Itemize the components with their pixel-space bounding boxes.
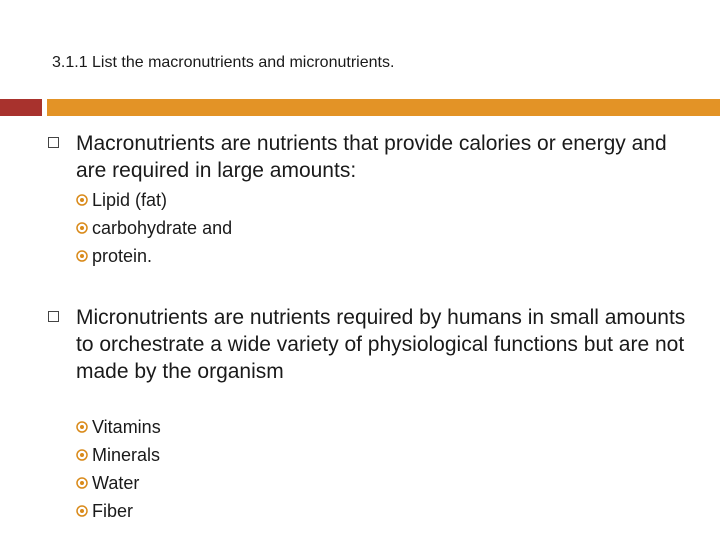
- square-bullet-icon: [48, 137, 59, 148]
- list-item: [76, 242, 232, 270]
- target-bullet-icon: [76, 449, 88, 461]
- list-item-label: carbohydrate and: [92, 218, 233, 238]
- list-item: [76, 214, 232, 242]
- target-bullet-icon: [76, 505, 88, 517]
- macronutrients-text: Macronutrients are nutrients that provide calories or energy and are required in large amounts:: [76, 132, 667, 182]
- list-item-label: Fiber: [92, 501, 134, 521]
- list-item: [76, 469, 161, 497]
- micronutrients-bullet: [48, 304, 688, 385]
- list-item-label: protein.: [92, 246, 153, 266]
- list-item: [76, 186, 232, 214]
- target-bullet-icon: [76, 194, 88, 206]
- micronutrients-text: Micronutrients are nutrients required by humans in small amounts to orchestrate a wide variety of physiological functions but are not made by the organism: [76, 306, 686, 383]
- macronutrients-bullet: [48, 130, 688, 184]
- list-item: [76, 497, 161, 525]
- target-bullet-icon: [76, 477, 88, 489]
- list-item-label: Minerals: [92, 445, 161, 465]
- target-bullet-icon: [76, 421, 88, 433]
- target-bullet-icon: [76, 222, 88, 234]
- list-item: [76, 413, 161, 441]
- list-item: [76, 441, 161, 469]
- target-bullet-icon: [76, 250, 88, 262]
- square-bullet-icon: [48, 311, 59, 322]
- slide-title: 3.1.1 List the macronutrients and micronutrients.: [52, 54, 395, 71]
- list-item-label: Vitamins: [92, 417, 161, 437]
- list-item-label: Lipid (fat): [92, 190, 168, 210]
- macronutrients-list: [76, 186, 232, 270]
- list-item-label: Water: [92, 473, 140, 493]
- micronutrients-list: [76, 413, 161, 525]
